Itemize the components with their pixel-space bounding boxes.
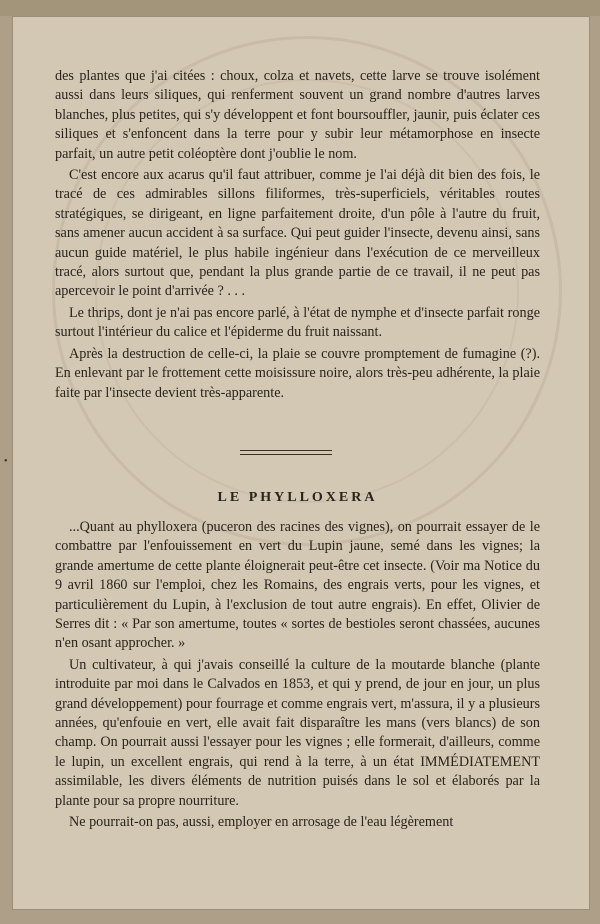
paragraph-3: Le thrips, dont je n'ai pas encore parlé, à l'état de nymphe et d'insecte parfait ronge surtout l'intérieur du calice et l'épiderme du fruit naissant. — [55, 304, 540, 341]
paragraph-1: des plantes que j'ai citées : choux, colza et navets, cette larve se trouve isolément aussi dans leurs siliques, qui renferment souvent un grand nombre d'autres larves blanches, plus petites, qui s'y développent et font boursouffler, jaunir, puis éclater ces siliques et s'enfoncent dans la terre pour y subir leur métamorphose en insecte parfait, un autre petit coléoptère dont j'oublie le nom. — [55, 68, 540, 162]
upper-text-block — [55, 67, 540, 403]
lower-text-block — [55, 518, 540, 833]
margin-mark: • — [4, 456, 8, 467]
paragraph-6: Un cultivateur, à qui j'avais conseillé la culture de la moutarde blanche (plante introduite par moi dans le Calvados en 1853, et qui y prend, de jour en jour, un plus grand développement) pour fourrage et comme engrais vert, m'assura, il y a plusieurs années, qu'enfouie en vert, elle avait fait disparaître les mans (vers blancs) de son champ. On pourrait aussi l'essayer pour les vignes ; elle formerait, d'ailleurs, comme le lupin, un excellent engrais, qui rend à la terre, à un état IMMÉDIATEMENT assimilable, les divers éléments de nutrition puisés dans le sol et élaborés par la plante pour sa propre nourriture. — [55, 656, 540, 809]
section-divider — [240, 450, 332, 455]
paragraph-4: Après la destruction de celle-ci, la plaie se couvre promptement de fumagine (?). En enlevant par le frottement cette moisissure noire, alors très-peu adhérente, la plaie faite par l'insecte devient très-apparente. — [55, 345, 540, 401]
paragraph-2: C'est encore aux acarus qu'il faut attribuer, comme je l'ai déjà dit bien des fois, le tracé de ces admirables sillons filiformes, très-superficiels, véritables routes stratégiques, se dirigeant, en ligne parfaitement droite, d'un pôle à l'autre du fruit, sans amener aucun accident à sa surface. Qui peut guider l'insecte, devenu ainsi, sans aucun guide matériel, le plus habile ingénieur dans l'exécution de ce merveilleux tracé, alors surtout que, pendant la plus grande partie de ce travail, il ne peut pas apercevoir le point d'arrivée ? . . . — [55, 167, 540, 300]
paragraph-5: ...Quant au phylloxera (puceron des racines des vignes), on pourrait essayer de le combattre par l'enfouissement en vert du Lupin jaune, semé dans les vignes; la grande amertume de cette plante éloignerait peut-être cet insecte. (Voir ma Notice du 9 avril 1860 sur l'emploi, chez les Romains, des engrais verts, pour les vignes, et particulièrement du Lupin, à l'exclusion de tout autre engrais). En effet, Olivier de Serres dit : « Par son amertume, toutes « sortes de bestioles seront chassées, aucunes n'en osant approcher. » — [55, 519, 540, 652]
section-heading: LE PHYLLOXERA — [217, 490, 378, 505]
scan-top-edge — [0, 0, 600, 16]
paragraph-7: Ne pourrait-on pas, aussi, employer en arrosage de l'eau légèrement — [69, 814, 454, 831]
